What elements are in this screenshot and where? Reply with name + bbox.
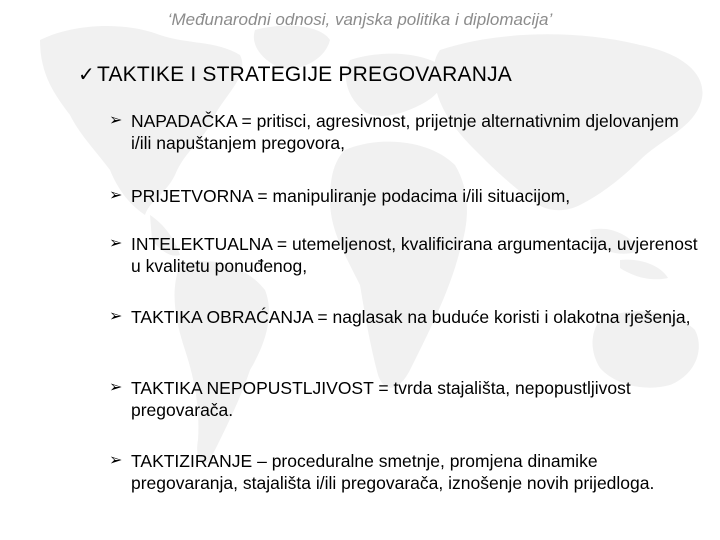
list-item-text [131, 233, 699, 277]
arrow-bullet-icon: ➢ [109, 452, 123, 469]
list-item [109, 185, 699, 207]
tactic-description: tvrda stajališta, nepopustljivost pregovarača. [131, 378, 631, 420]
tactic-description: pritisci, agresivnost, prijetnje alternativnim djelovanjem i/ili napuštanjem pregovora, [131, 111, 679, 153]
tactic-separator: – [252, 451, 272, 471]
list-item-text [131, 377, 699, 421]
tactic-description: naglasak na buduće koristi i olakotna rješenja, [332, 307, 691, 327]
checkmark-icon: ✓ [78, 64, 95, 86]
tactic-description: proceduralne smetnje, promjena dinamike pregovaranja, stajališta i/ili pregovarača, iznošenje novih prijedloga. [131, 451, 655, 493]
section-title [78, 62, 512, 87]
list-item [109, 450, 699, 494]
list-item-text [131, 306, 699, 328]
arrow-bullet-icon: ➢ [109, 308, 123, 325]
section-title-text: TAKTIKE I STRATEGIJE PREGOVARANJA [96, 62, 512, 86]
tactic-separator: = [272, 234, 292, 254]
list-item-text [131, 185, 699, 207]
tactic-separator: = [236, 111, 257, 131]
tactic-separator: = [252, 186, 273, 206]
list-item [109, 110, 699, 154]
tactic-term: TAKTIZIRANJE [131, 451, 253, 471]
tactic-description: utemeljenost, kvalificirana argumentacija, uvjerenost u kvalitetu ponuđenog, [131, 234, 698, 276]
tactic-term: NAPADAČKA [131, 111, 237, 131]
list-item [109, 306, 699, 328]
list-item [109, 377, 699, 421]
tactic-description: manipuliranje podacima i/ili situacijom, [272, 186, 571, 206]
list-item [109, 233, 699, 277]
page-header: ‘Međunarodni odnosi, vanjska politika i diplomacija’ [167, 10, 553, 29]
tactic-separator: = [312, 307, 333, 327]
list-item-text [131, 450, 699, 494]
tactic-separator: = [373, 378, 394, 398]
tactic-term: PRIJETVORNA [131, 186, 253, 206]
tactic-term: TAKTIKA NEPOPUSTLJIVOST [131, 378, 374, 398]
tactic-term: TAKTIKA OBRAĆANJA [131, 307, 313, 327]
arrow-bullet-icon: ➢ [109, 187, 123, 204]
arrow-bullet-icon: ➢ [109, 379, 123, 396]
arrow-bullet-icon: ➢ [109, 112, 123, 129]
arrow-bullet-icon: ➢ [109, 235, 123, 252]
tactic-term: INTELEKTUALNA [131, 234, 273, 254]
list-item-text [131, 110, 699, 154]
